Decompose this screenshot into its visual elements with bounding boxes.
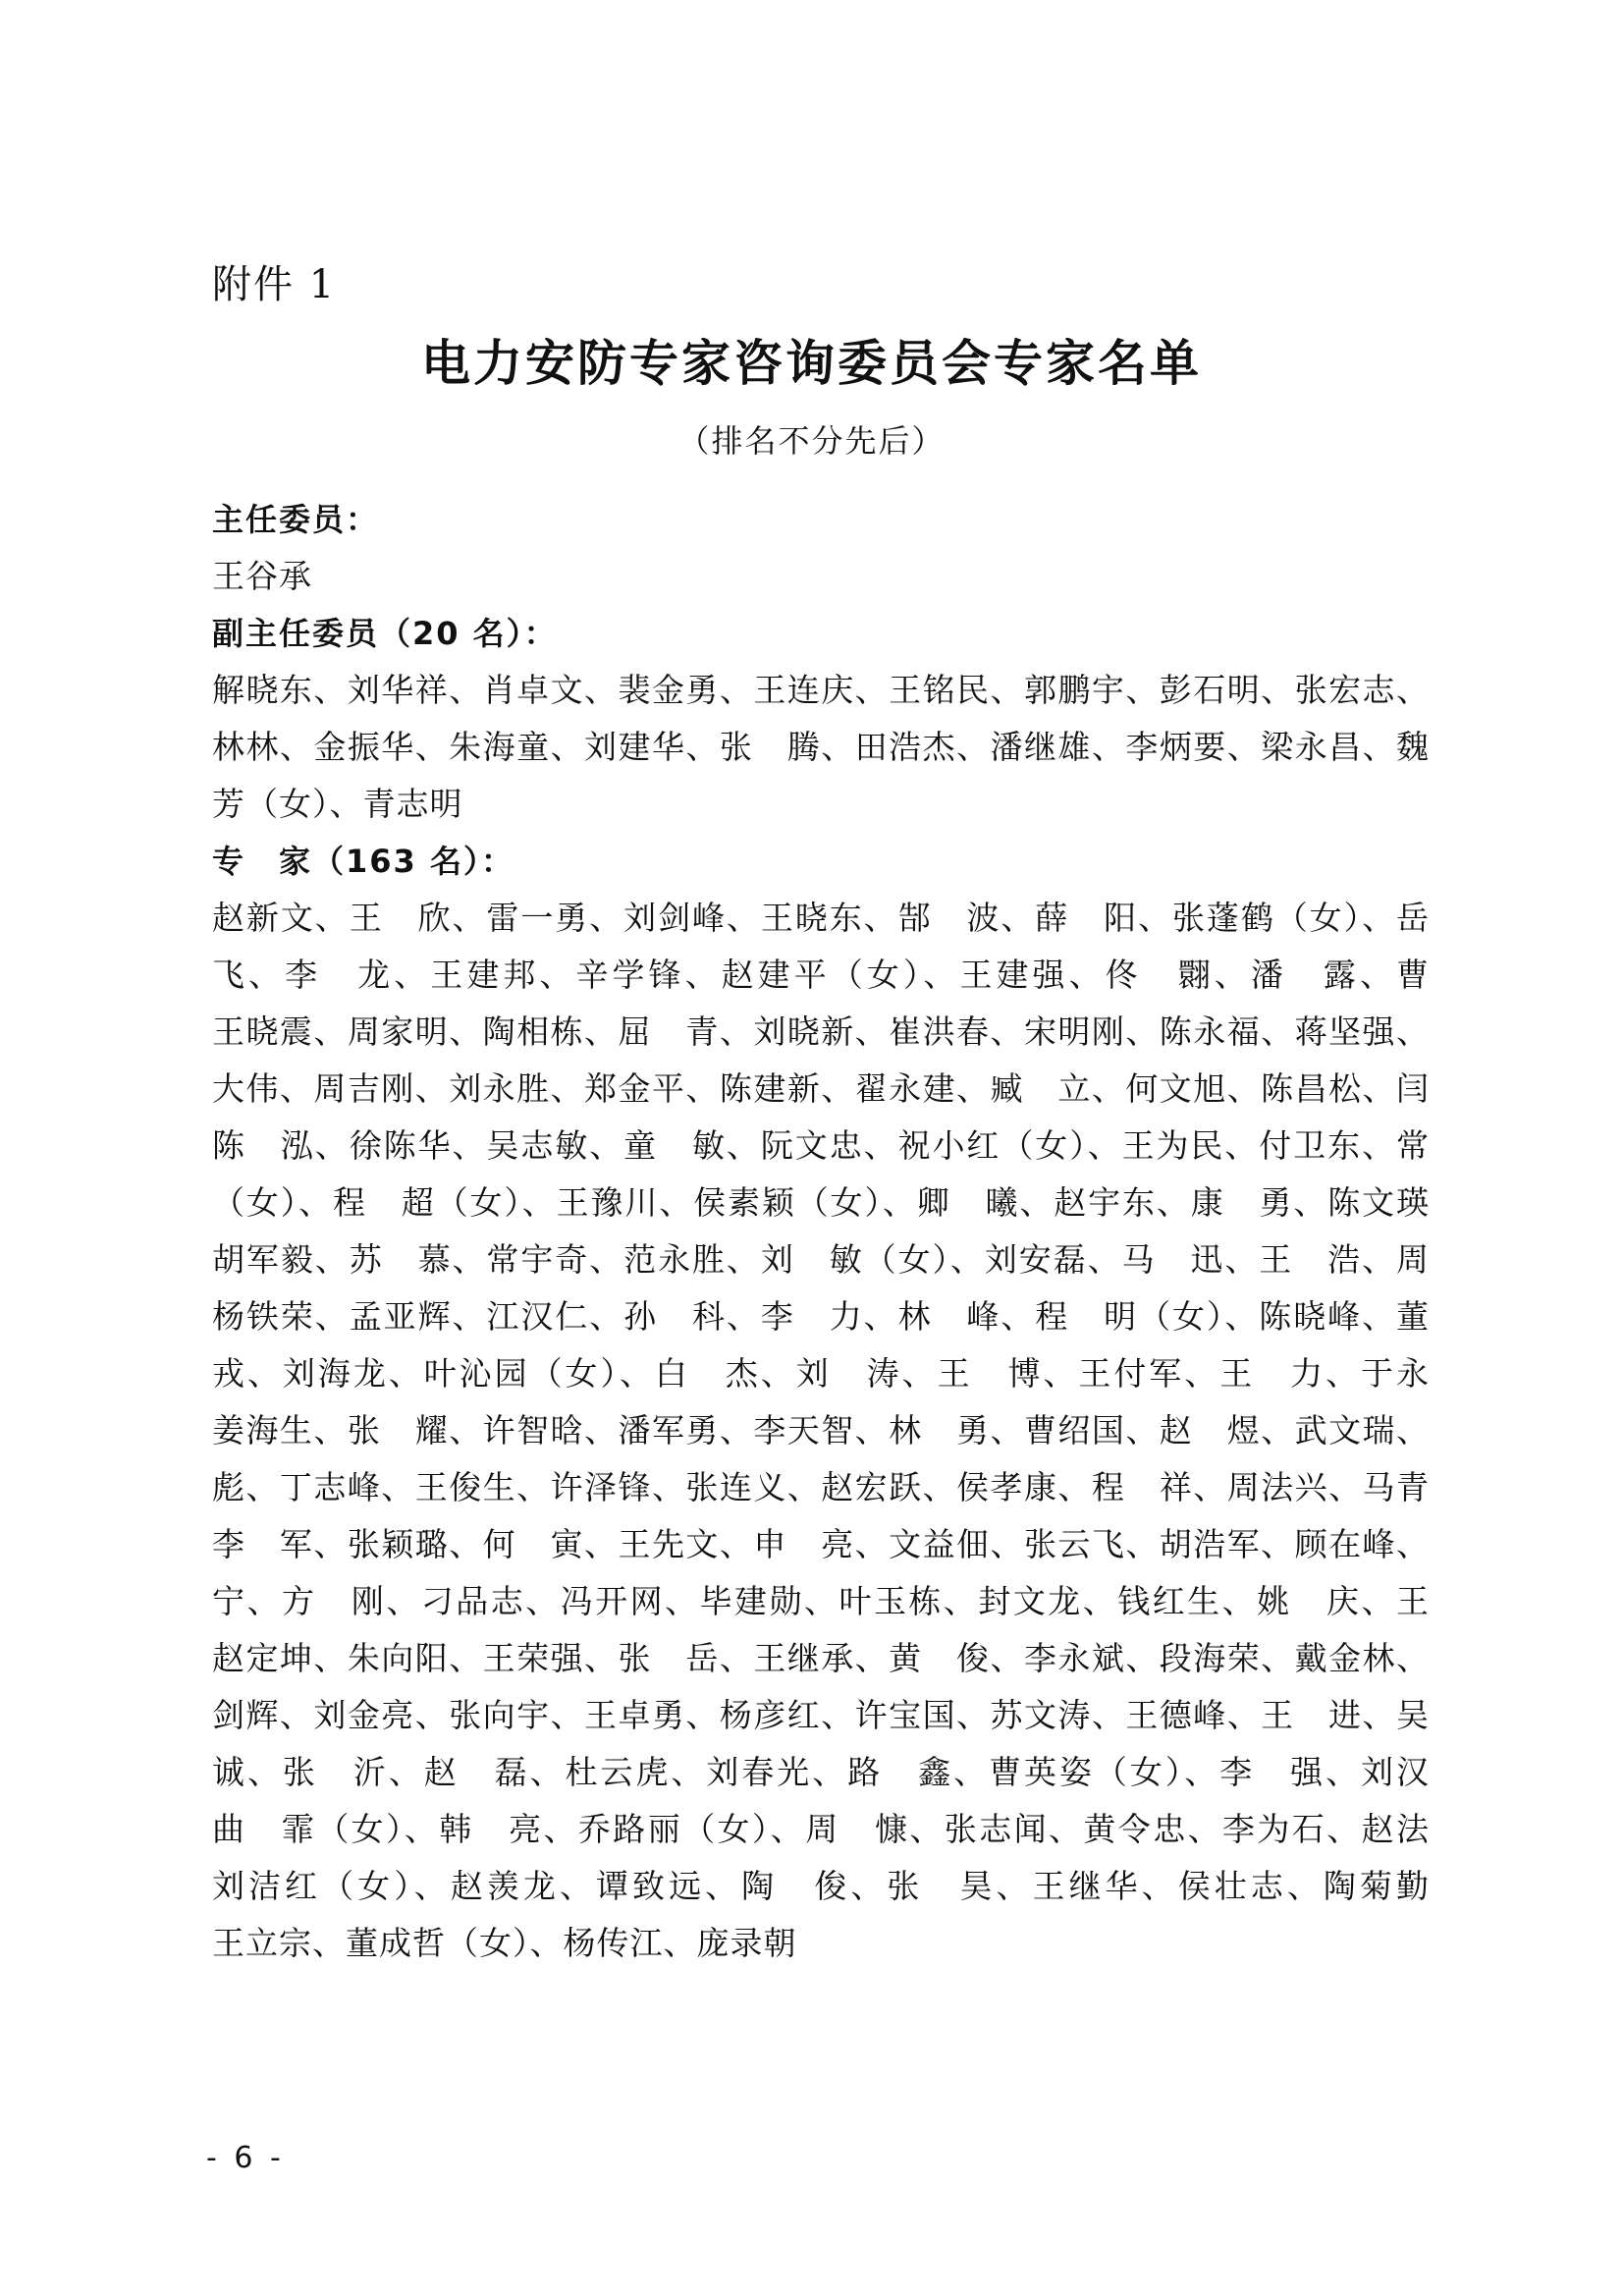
- section-heading-deputy-directors: 副主任委员（20 名）：: [212, 615, 558, 652]
- expert-names-line: 杨铁荣、孟亚辉、江汉仁、孙 科、李 力、林 峰、程 明（女）、陈晓峰、董: [212, 1297, 1430, 1336]
- deputy-names-line: 芳（女）、青志明: [212, 785, 463, 823]
- expert-names-line: 胡军毅、苏 慕、常宇奇、范永胜、刘 敏（女）、刘安磊、马 迅、王 浩、周: [212, 1240, 1430, 1279]
- expert-names-line: 宁、方 刚、刁品志、冯开网、毕建勋、叶玉栋、封文龙、钱红生、姚 庆、王: [212, 1582, 1430, 1620]
- expert-names-line: 王晓震、周家明、陶相栋、屈 青、刘晓新、崔洪春、宋明刚、陈永福、蒋坚强、: [212, 1012, 1430, 1051]
- deputy-names-line: 解晓东、刘华祥、肖卓文、裴金勇、王连庆、王铭民、郭鹏宇、彭石明、张宏志、: [212, 671, 1430, 709]
- expert-names-line: 大伟、周吉刚、刘永胜、郑金平、陈建新、翟永建、臧 立、何文旭、陈昌松、闫: [212, 1069, 1430, 1108]
- expert-names-line: 陈 泓、徐陈华、吴志敏、童 敏、阮文忠、祝小红（女）、王为民、付卫东、常: [212, 1126, 1430, 1165]
- document-title: 电力安防专家咨询委员会专家名单: [421, 334, 1202, 392]
- expert-names-line: 王立宗、董成哲（女）、杨传江、庞录朝: [212, 1924, 797, 1962]
- expert-names-line: 刘洁红（女）、赵羡龙、谭致远、陶 俊、张 昊、王继华、侯壮志、陶菊勤: [212, 1867, 1430, 1905]
- page-number: - 6 -: [206, 2141, 285, 2175]
- expert-names-line: （女）、程 超（女）、王豫川、侯素颖（女）、卿 曦、赵宇东、康 勇、陈文瑛: [212, 1183, 1430, 1222]
- attachment-label: 附件 1: [212, 262, 337, 307]
- section-heading-director: 主任委员：: [212, 501, 380, 538]
- expert-names-line: 李 军、张颖璐、何 寅、王先文、申 亮、文益佃、张云飞、胡浩军、顾在峰、: [212, 1525, 1430, 1563]
- expert-names-line: 戎、刘海龙、叶沁园（女）、白 杰、刘 涛、王 博、王付军、王 力、于永: [212, 1354, 1430, 1393]
- expert-names-line: 赵新文、王 欣、雷一勇、刘剑峰、王晓东、郜 波、薛 阳、张蓬鹤（女）、岳: [212, 899, 1430, 937]
- expert-names-line: 曲 霏（女）、韩 亮、乔路丽（女）、周 慷、张志闻、黄令忠、李为石、赵法: [212, 1810, 1430, 1848]
- deputy-names-line: 林林、金振华、朱海童、刘建华、张 腾、田浩杰、潘继雄、李炳要、梁永昌、魏: [212, 728, 1430, 766]
- document-body: [212, 491, 1430, 1972]
- document-subtitle: （排名不分先后）: [677, 422, 946, 460]
- expert-names-line: 飞、李 龙、王建邦、辛学锋、赵建平（女）、王建强、佟 翾、潘 露、曹: [212, 956, 1430, 994]
- expert-names-line: 诚、张 沂、赵 磊、杜云虎、刘春光、路 鑫、曹英姿（女）、李 强、刘汉: [212, 1753, 1430, 1791]
- expert-names-line: 姜海生、张 耀、许智晗、潘军勇、李天智、林 勇、曹绍国、赵 煜、武文瑞、: [212, 1411, 1430, 1449]
- expert-names-line: 赵定坤、朱向阳、王荣强、张 岳、王继承、黄 俊、李永斌、段海荣、戴金林、: [212, 1639, 1430, 1677]
- director-name-line: 王谷承: [212, 557, 312, 595]
- expert-names-line: 彪、丁志峰、王俊生、许泽锋、张连义、赵宏跃、侯孝康、程 祥、周法兴、马青: [212, 1468, 1430, 1506]
- section-heading-experts: 专 家（163 名）：: [212, 843, 514, 880]
- expert-names-line: 剑辉、刘金亮、张向宇、王卓勇、杨彦红、许宝国、苏文涛、王德峰、王 进、吴: [212, 1696, 1430, 1734]
